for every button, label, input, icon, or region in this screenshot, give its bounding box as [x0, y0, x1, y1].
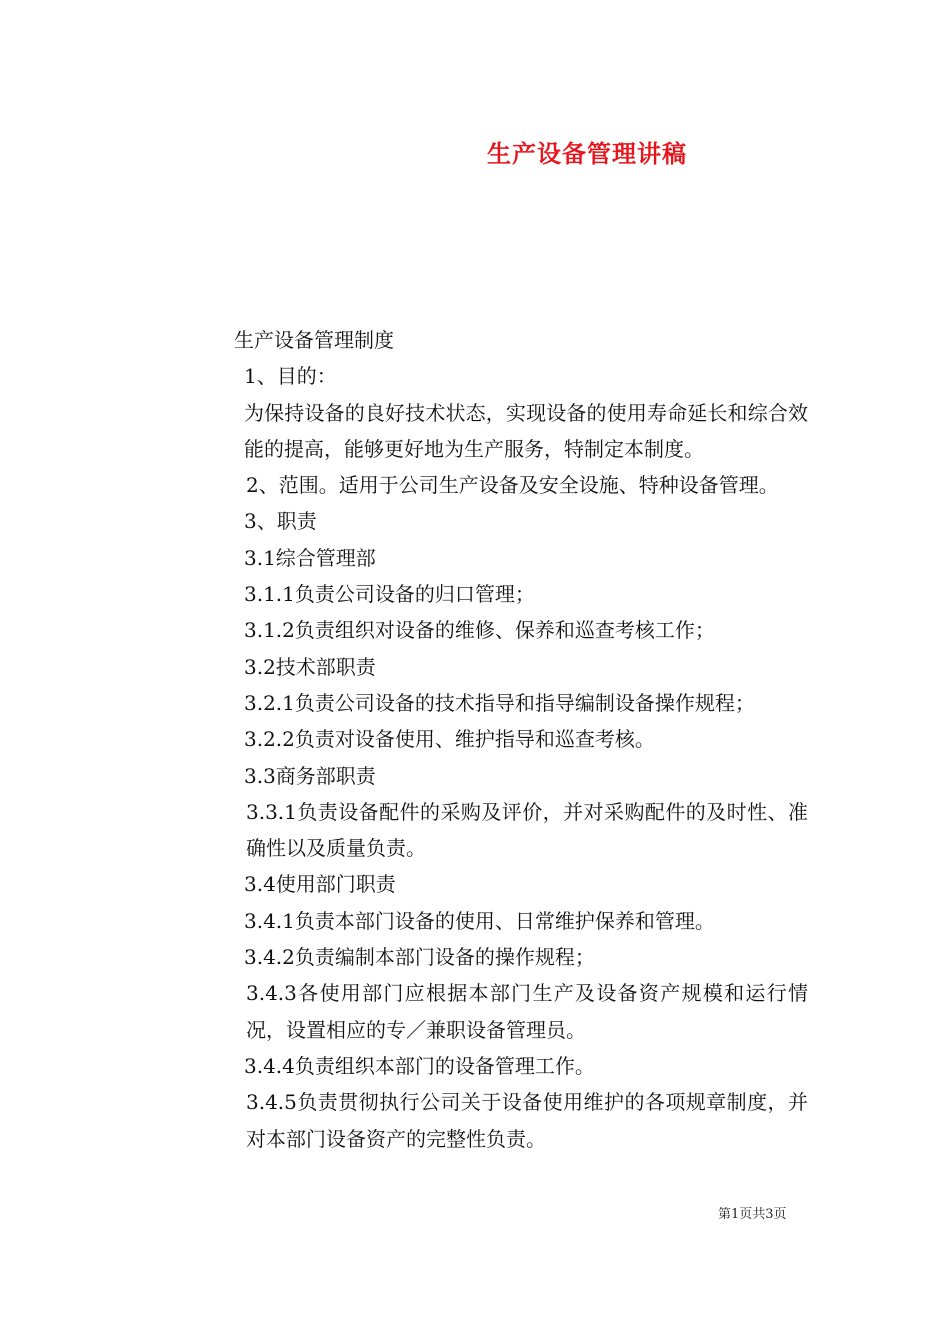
paragraph-3-4: 3.4使用部门职责 — [244, 872, 396, 897]
page-number: 第1页共3页 — [718, 1207, 787, 1222]
paragraph-section-heading: 生产设备管理制度 — [234, 328, 394, 352]
paragraph-3-1-2: 3.1.2负责组织对设备的维修、保养和巡查考核工作； — [244, 618, 715, 643]
paragraph-3-3: 3.3商务部职责 — [244, 763, 376, 788]
paragraph-3-3-1: 3.3.1负责设备配件的采购及评价，并对采购配件的及时性、准确性以及质量负责。 — [246, 799, 808, 861]
paragraph-scope: 2、范围。适用于公司生产设备及安全设施、特种设备管理。 — [246, 473, 779, 498]
paragraph-3-2-1: 3.2.1负责公司设备的技术指导和指导编制设备操作规程； — [244, 690, 755, 715]
paragraph-3-1: 3.1综合管理部 — [244, 545, 376, 570]
document-title: 生产设备管理讲稿 — [487, 139, 687, 168]
paragraph-3-2: 3.2技术部职责 — [244, 654, 376, 679]
paragraph-3-1-1: 3.1.1负责公司设备的归口管理； — [244, 582, 535, 607]
document-body — [144, 322, 808, 1157]
paragraph-3-2-2: 3.2.2负责对设备使用、维护指导和巡查考核。 — [244, 727, 655, 752]
paragraph-purpose-heading: 1、目的： — [244, 364, 337, 389]
paragraph-3-4-4: 3.4.4负责组织本部门的设备管理工作。 — [244, 1053, 595, 1078]
paragraph-3-4-2: 3.4.2负责编制本部门设备的操作规程； — [244, 945, 595, 970]
paragraph-purpose-text: 为保持设备的良好技术状态，实现设备的使用寿命延长和综合效能的提高，能够更好地为生产服务，特制定本制度。 — [244, 400, 808, 461]
paragraph-duties-heading: 3、职责 — [244, 509, 317, 534]
paragraph-3-4-3: 3.4.3各使用部门应根据本部门生产及设备资产规模和运行情况，设置相应的专／兼职设备管理员。 — [246, 981, 808, 1042]
paragraph-3-4-1: 3.4.1负责本部门设备的使用、日常维护保养和管理。 — [244, 908, 715, 933]
paragraph-3-4-5: 3.4.5负责贯彻执行公司关于设备使用维护的各项规章制度，并对本部门设备资产的完整性负责。 — [246, 1090, 808, 1151]
